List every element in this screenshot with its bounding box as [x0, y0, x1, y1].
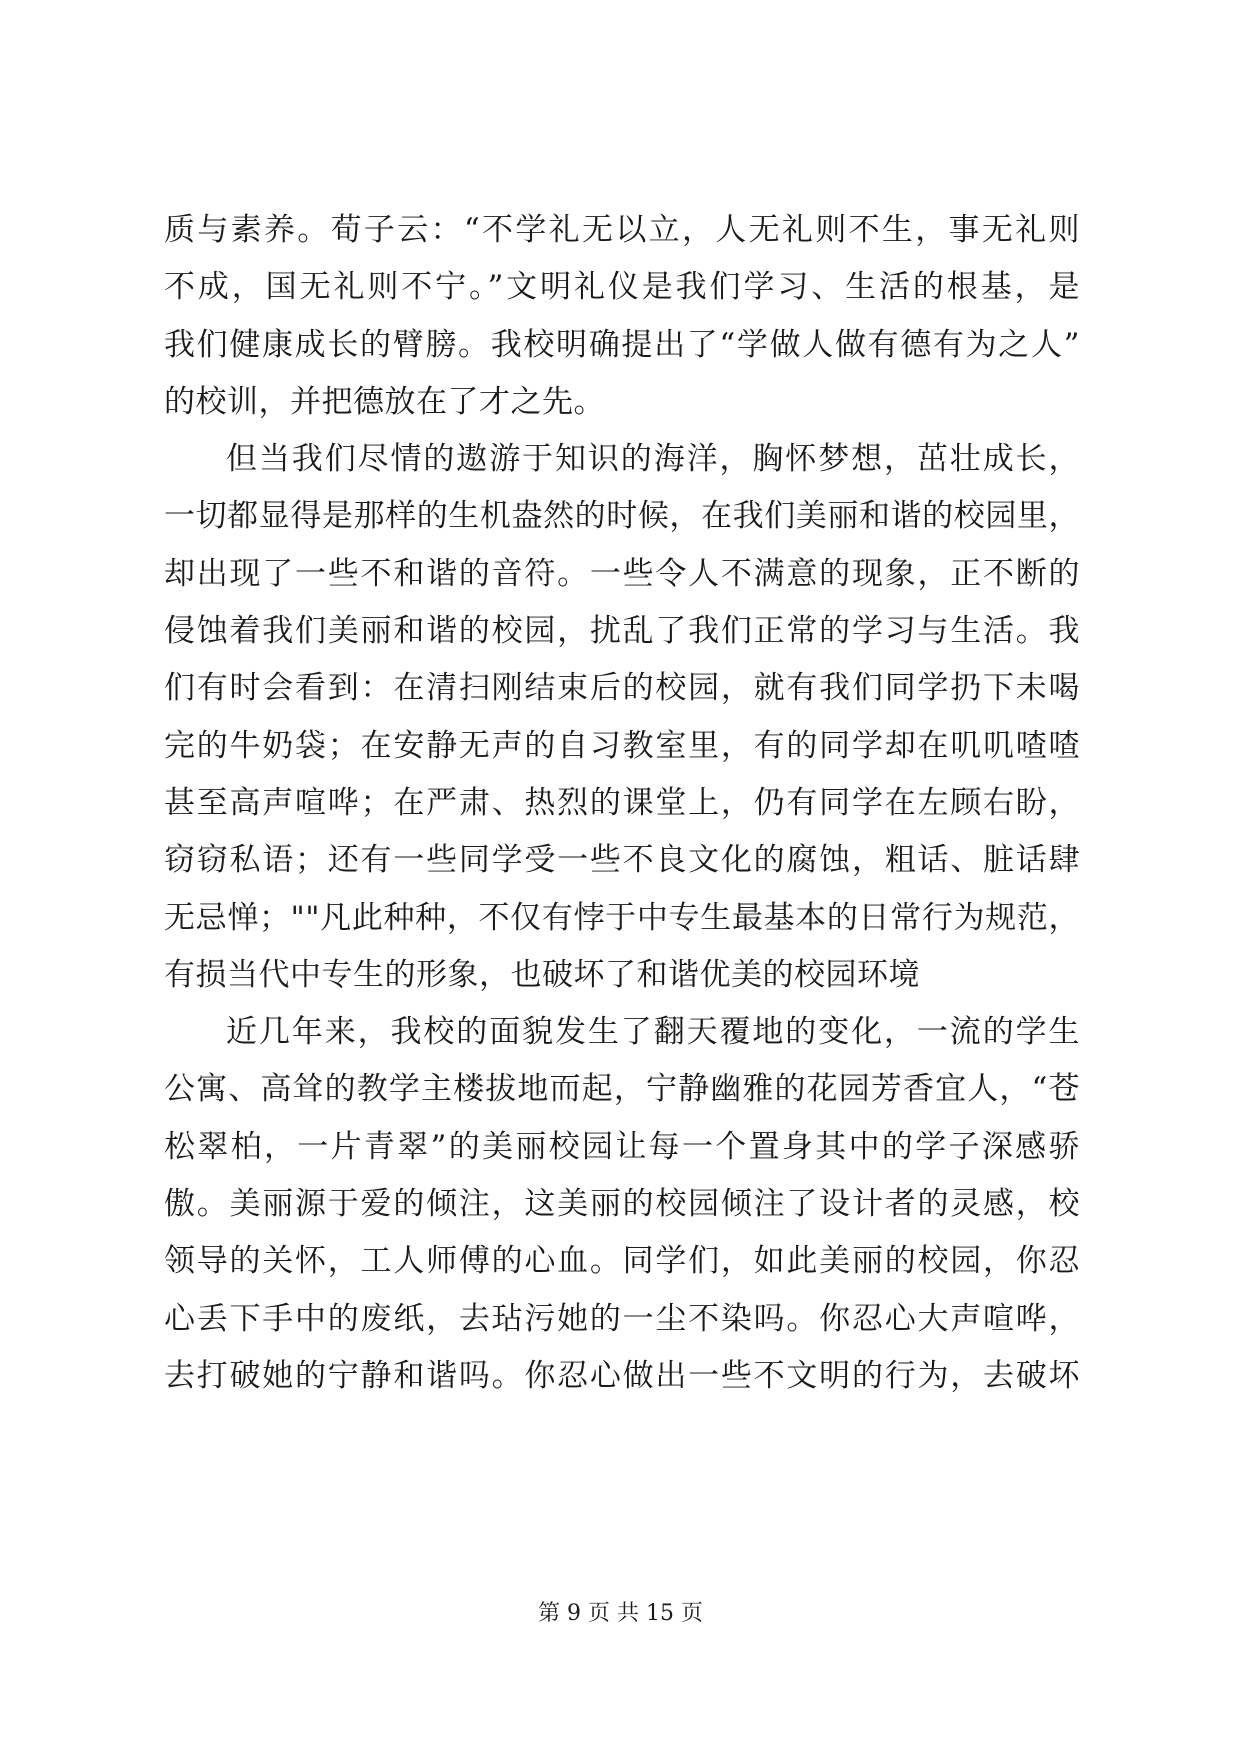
text-line: 质与素养。荀子云：“不学礼无以立，人无礼则不生，事无礼则 [164, 212, 1080, 248]
text-line: 窃窃私语；还有一些同学受一些不良文化的腐蚀，粗话、脏话肆 [164, 842, 1080, 879]
text-line: 一切都显得是那样的生机盎然的时候，在我们美丽和谐的校园里， [164, 498, 1080, 535]
text-line: 侵蚀着我们美丽和谐的校园，扰乱了我们正常的学习与生活。我 [164, 613, 1080, 650]
paragraph-2 [164, 431, 1080, 1004]
text-line: 有损当代中专生的形象，也破坏了和谐优美的校园环境 [164, 956, 920, 993]
text-line: 却出现了一些不和谐的音符。一些令人不满意的现象，正不断的 [164, 555, 1080, 592]
text-line: 不成，国无礼则不宁。”文明礼仪是我们学习、生活的根基，是 [164, 269, 1080, 306]
paragraph-1 [164, 202, 1080, 431]
document-body [164, 202, 1080, 1405]
text-line: 完的牛奶袋；在安静无声的自习教室里，有的同学却在叽叽喳喳 [164, 727, 1080, 764]
text-line: 公寓、高耸的教学主楼拔地而起，宁静幽雅的花园芳香宜人，“苍 [164, 1071, 1080, 1108]
text-line: 但当我们尽情的遨游于知识的海洋，胸怀梦想，茁壮成长， [226, 441, 1080, 478]
text-line: 傲。美丽源于爱的倾注，这美丽的校园倾注了设计者的灵感，校 [164, 1186, 1080, 1223]
text-line: 甚至高声喧哗；在严肃、热烈的课堂上，仍有同学在左顾右盼， [164, 784, 1080, 821]
paragraph-3 [164, 1004, 1080, 1405]
text-line: 们有时会看到：在清扫刚结束后的校园，就有我们同学扔下未喝 [164, 670, 1080, 707]
text-line: 无忌惮；""凡此种种，不仅有悖于中专生最基本的日常行为规范， [164, 899, 1080, 936]
text-line: 的校训，并把德放在了才之先。 [164, 383, 605, 420]
text-line: 去打破她的宁静和谐吗。你忍心做出一些不文明的行为，去破坏 [164, 1357, 1080, 1394]
page-number-footer: 第 9 页 共 15 页 [538, 1601, 703, 1626]
text-line: 我们健康成长的臂膀。我校明确提出了“学做人做有德有为之人” [164, 326, 1080, 363]
text-line: 心丢下手中的废纸，去玷污她的一尘不染吗。你忍心大声喧哗， [164, 1300, 1080, 1337]
text-line: 领导的关怀，工人师傅的心血。同学们，如此美丽的校园，你忍 [164, 1243, 1080, 1280]
text-line: 近几年来，我校的面貌发生了翻天覆地的变化，一流的学生 [226, 1014, 1080, 1051]
text-line: 松翠柏，一片青翠”的美丽校园让每一个置身其中的学子深感骄 [164, 1128, 1080, 1165]
